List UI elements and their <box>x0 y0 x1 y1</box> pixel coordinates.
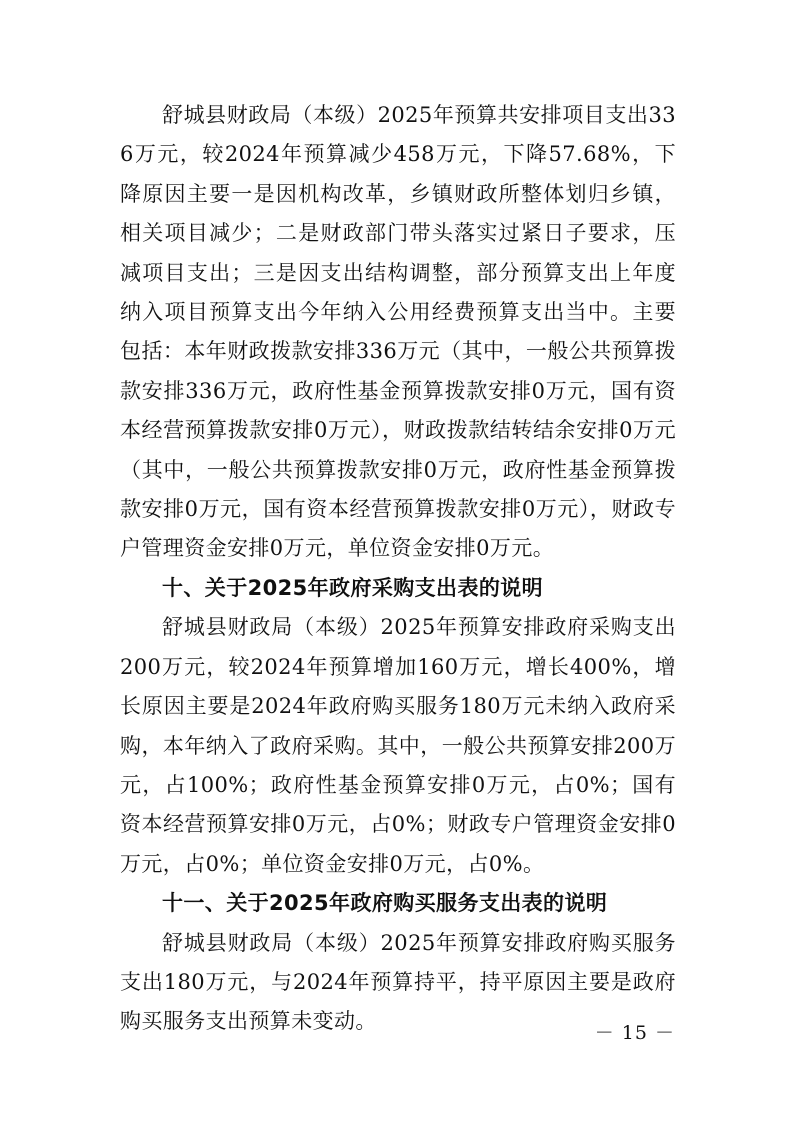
page-number: － 15 － <box>594 1022 675 1044</box>
document-body <box>120 96 676 1042</box>
section-heading-10: 十、关于2025年政府采购支出表的说明 <box>162 575 544 600</box>
section-heading-11: 十一、关于2025年政府购买服务支出表的说明 <box>162 891 608 916</box>
paragraph-project-expenditure: 舒城县财政局（本级）2025年预算共安排项目支出336万元，较2024年预算减少458万元，下降57.68%，下降原因主要一是因机构改革，乡镇财政所整体划归乡镇，相关项目减少；二是财政部门带头落实过紧日子要求，压减项目支出；三是因支出结构调整，部分预算支出上年度纳入项目预算支出今年纳入公用经费预算支出当中。主要包括：本年财政拨款安排336万元（其中，一般公共预算拨款安排336万元，政府性基金预算拨款安排0万元，国有资本经营预算拨款安排0万元），财政拨款结转结余安排0万元（其中，一般公共预算拨款安排0万元，政府性基金预算拨款安排0万元，国有资本经营预算拨款安排0万元），财政专户管理资金安排0万元，单位资金安排0万元。 <box>120 103 676 561</box>
paragraph-government-purchase-services: 舒城县财政局（本级）2025年预算安排政府购买服务支出180万元，与2024年预算持平，持平原因主要是政府购买服务支出预算未变动。 <box>120 930 676 1034</box>
paragraph-government-procurement: 舒城县财政局（本级）2025年预算安排政府采购支出200万元，较2024年预算增加160万元，增长400%，增长原因主要是2024年政府购买服务180万元未纳入政府采购，本年纳入了政府采购。其中，一般公共预算安排200万元，占100%；政府性基金预算安排0万元，占0%；国有资本经营预算安排0万元，占0%；财政专户管理资金安排0万元，占0%；单位资金安排0万元，占0%。 <box>120 615 676 876</box>
